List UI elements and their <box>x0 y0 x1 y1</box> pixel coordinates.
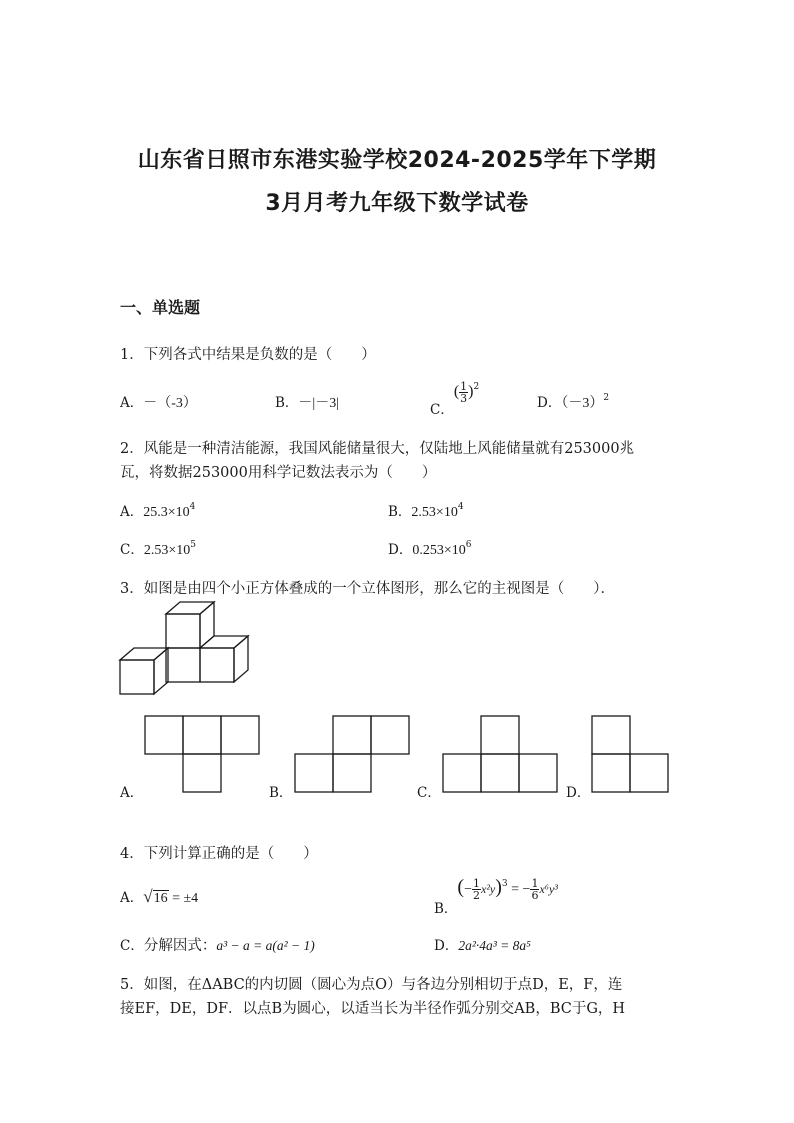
q2-option-b <box>388 500 464 521</box>
q1-d-exponent: 2 <box>603 393 610 403</box>
q2-a-text: 25.3×10 <box>143 505 190 520</box>
q3-option-a-figure <box>144 715 260 795</box>
q4-c-label: C． <box>120 938 144 954</box>
q1-c-label: C． <box>430 402 454 418</box>
exam-title-line1: 山东省日照市东港实验学校2024-2025学年下学期 <box>137 148 657 173</box>
cube-stack-figure <box>118 600 250 696</box>
q1-d-label: D． <box>537 395 562 411</box>
q3-a-label: A． <box>120 785 144 801</box>
q2-c-exponent: 5 <box>190 540 196 550</box>
q3-option-d-figure <box>591 715 671 795</box>
q4-option-a: A．√16 = ±4 <box>120 887 199 906</box>
q1-b-text: －|－3| <box>298 396 340 411</box>
q2-b-text: 2.53×10 <box>411 505 458 520</box>
q3-c-label: C． <box>417 785 441 801</box>
q4-option-b: B．(− $\frac{1}{2}$ x²y)$^3$ = − $\frac{1}{6}$ x⁶y³ <box>434 876 558 917</box>
q1-d-text: （－3） <box>561 396 604 411</box>
q2-c-label: C． <box>120 542 144 558</box>
q2-b-label: B． <box>388 504 412 520</box>
q2-d-exponent: 6 <box>465 540 472 550</box>
q1-c-fraction: $\frac{1}{3}$ <box>460 380 468 405</box>
top-cube-front-face <box>166 614 200 648</box>
q2-stem-line2: 瓦，将数据253000用科学记数法表示为（ ） <box>120 465 437 481</box>
q5-line2: 接EF，DE，DF．以点B为圆心，以适当长为半径作弧分别交AB，BC于G，H <box>120 1001 626 1017</box>
q1-option-c: C．( $\frac{1}{3}$ )$^2$ <box>430 380 480 418</box>
q1-c-exponent: 2 <box>473 382 480 392</box>
q3-option-c-figure <box>442 715 558 795</box>
q2-c-text: 2.53×10 <box>143 543 191 558</box>
q1-option-a <box>120 391 197 412</box>
q3-b-label: B． <box>269 785 293 801</box>
q4-b-outer-exponent: 3 <box>501 879 508 889</box>
q1-b-label: B． <box>275 395 299 411</box>
q4-a-radicand: 16 <box>153 891 168 906</box>
q4-d-label: D． <box>434 938 459 954</box>
q2-option-d <box>388 538 471 559</box>
q3-stem: 3．如图是由四个小正方体叠成的一个立体图形，那么它的主视图是（ ）． <box>120 581 615 597</box>
q2-option-a <box>120 500 195 521</box>
q2-d-label: D． <box>388 542 413 558</box>
q2-b-exponent: 4 <box>457 502 464 512</box>
q3-d-label: D． <box>566 785 591 801</box>
q2-option-c <box>120 538 196 559</box>
q1-a-text: －（-3） <box>143 396 197 411</box>
q4-c-math: a³ − a = a(a² − 1) <box>216 938 315 953</box>
q4-option-d <box>434 934 531 954</box>
q3-option-b-figure <box>294 715 410 795</box>
q4-option-c <box>120 934 315 955</box>
q5-line1: 5．如图，在ΔABC的内切圆（圆心为点O）与各边分别相切于点D，E，F，连 <box>120 977 623 993</box>
q1-stem: 1．下列各式中结果是负数的是（ ） <box>120 347 376 363</box>
q2-stem-line1: 2．风能是一种清洁能源，我国风能储量很大，仅陆地上风能储量就有253000兆 <box>120 441 635 457</box>
q1-a-label: A． <box>120 395 144 411</box>
q1-option-d <box>537 391 609 412</box>
q4-b-label: B． <box>434 901 458 917</box>
q4-stem: 4．下列计算正确的是（ ） <box>120 846 318 862</box>
q4-c-prefix: 分解因式： <box>143 938 217 954</box>
exam-title-line2: 3月月考九年级下数学试卷 <box>265 191 529 216</box>
q2-a-exponent: 4 <box>189 502 196 512</box>
q1-option-b <box>275 391 339 412</box>
q2-d-text: 0.253×10 <box>412 543 466 558</box>
q4-a-rest: = ±4 <box>168 891 199 906</box>
q4-a-label: A． <box>120 890 144 906</box>
top-cube-side-face <box>200 602 214 648</box>
q2-a-label: A． <box>120 504 144 520</box>
section-heading: 一、单选题 <box>120 298 201 317</box>
q4-d-math: 2a²·4a³ = 8a⁵ <box>458 938 531 953</box>
